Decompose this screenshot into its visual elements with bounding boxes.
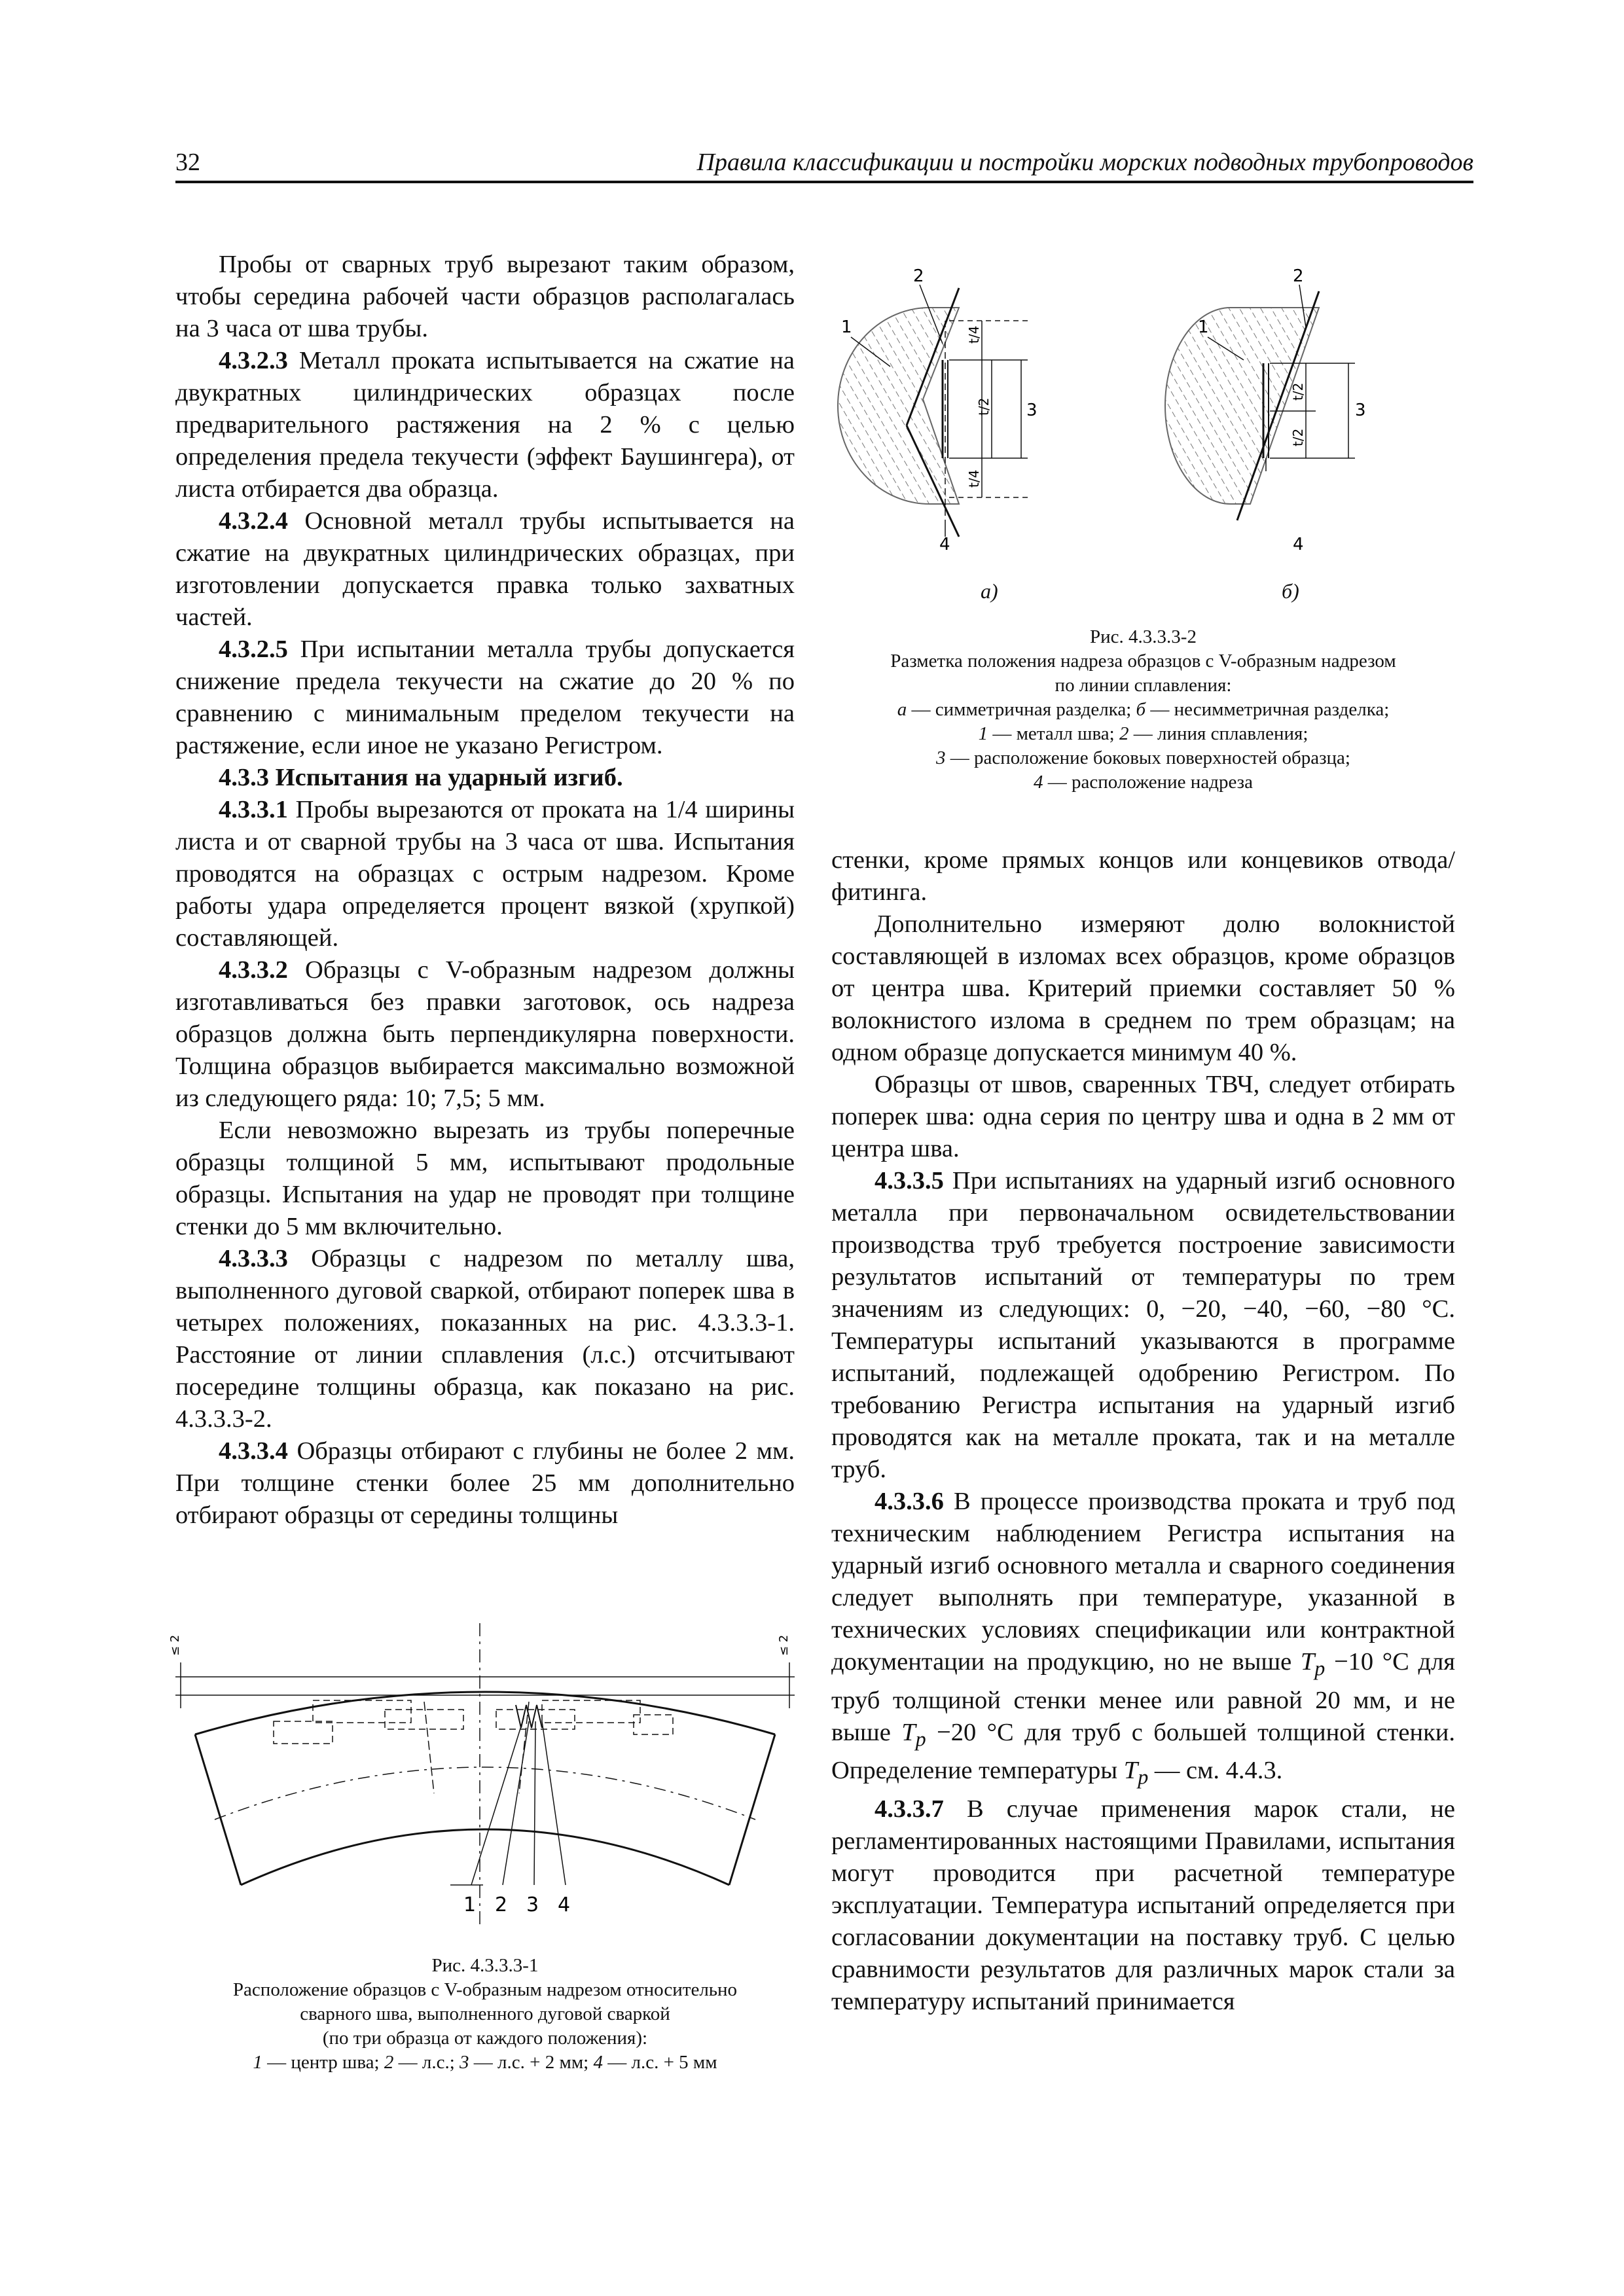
clause-number: 4.3.3.4 xyxy=(219,1437,288,1465)
legend-text: — расположение боковых поверхностей образца; xyxy=(945,747,1350,768)
paragraph-text: −10 °С для труб толщиной стенки менее или равной 20 мм, и не выше xyxy=(831,1648,1455,1746)
header-rule xyxy=(175,181,1473,183)
dim-label: t/4 xyxy=(966,469,982,488)
figure-1-drawing xyxy=(168,1623,795,1944)
callout-1: 1 xyxy=(463,1893,477,1916)
temperature-symbol: T xyxy=(901,1718,916,1746)
paragraph-text: −20 °С для труб с большей толщиной стенки. Определение температуры xyxy=(831,1718,1456,1785)
section-heading: 4.3.3 Испытания на ударный изгиб. xyxy=(219,764,623,791)
figure-title: Рис. 4.3.3.3-2 xyxy=(1090,626,1197,647)
paragraph xyxy=(831,1793,1455,2018)
sublabel-a: а) xyxy=(981,579,998,603)
paragraph-text: Металл проката испытывается на сжатие на двукратных цилиндрических образцах после предварительного растяжения на 2 % с целью определения предела текучести (эффект Баушингера), от листа отбирается два образца. xyxy=(175,347,795,503)
caption-line: (по три образца от каждого положения): xyxy=(322,2028,648,2049)
caption-line: Разметка положения надреза образцов с V-образным надрезом xyxy=(890,651,1396,672)
leader-line xyxy=(503,1721,529,1885)
callout-1: 1 xyxy=(841,317,852,337)
legend-text: — л.с. + 5 мм xyxy=(602,2052,717,2073)
clause-number: 4.3.3.5 xyxy=(875,1167,944,1194)
leader-line xyxy=(534,1721,535,1885)
temperature-subscript: p xyxy=(1314,1656,1326,1680)
legend-key: 2 xyxy=(384,2052,394,2073)
caption-line: по линии сплавления: xyxy=(1055,675,1232,696)
paragraph xyxy=(175,634,795,762)
figure-2-drawing xyxy=(831,262,1455,628)
paragraph xyxy=(175,794,795,954)
legend-text: — л.с.; xyxy=(393,2052,460,2073)
paragraph-text: Образцы с надрезом по металлу шва, выполненного дуговой сваркой, отбирают поперек шва в четырех положениях, показанных на рис. 4.3.3.3-1. Расстояние от линии сплавления (л.с.) отсчитывают посередине толщины образца, как показано на рис. 4.3.3.3-2. xyxy=(175,1245,795,1433)
right-column xyxy=(831,844,1455,2018)
legend-key: 4 xyxy=(593,2052,603,2073)
left-column xyxy=(175,249,795,1532)
paragraph-text: Образцы с V-образным надрезом должны изготавливаться без правки заготовок, ось надреза образцов должна быть перпендикулярна поверхности. Толщина образцов выбирается максимально возможной из следующего ряда: 10; 7,5; 5 мм. xyxy=(175,956,795,1112)
callout-1: 1 xyxy=(1198,317,1209,337)
figure-fusion-line-notch xyxy=(831,262,1455,831)
figure-specimen-positions xyxy=(168,1623,795,2081)
legend-key: а xyxy=(897,699,907,720)
leader-line xyxy=(542,1721,566,1885)
dim-label: t/4 xyxy=(966,325,982,344)
caption-line: сварного шва, выполненного дуговой сваркой xyxy=(300,2003,670,2024)
specimen-outline xyxy=(634,1715,673,1734)
legend-text: — металл шва; xyxy=(988,723,1119,744)
paragraph-text: В случае применения марок стали, не регламентированных настоящими Правилами, испытания могут проводится при расчетной температуре эксплуатации. Температура испытаний определяется при согласовании документации на поставку труб. С целью сравнимости результатов для различных марок стали за температуру испытаний принимается xyxy=(831,1795,1455,2016)
inner-surface xyxy=(241,1829,729,1885)
temperature-subscript: p xyxy=(1138,1765,1149,1789)
weld-metal-hatch xyxy=(1165,308,1319,504)
temperature-symbol: T xyxy=(1300,1648,1315,1676)
caption-legend xyxy=(831,746,1455,770)
callout-2: 2 xyxy=(1293,266,1304,286)
paragraph-text: В процессе производства проката и труб под техническим наблюдением Регистра испытания на ударный изгиб основного металла и сварного соединения следует выполнять при температуре, указанной в технических условиях спецификации или контрактной документации на продукцию, но не выше xyxy=(831,1488,1455,1676)
paragraph-text: Образцы отбирают с глубины не более 2 мм. При толщине стенки более 25 мм дополнительно отбирают образцы от середины толщины xyxy=(175,1437,795,1529)
legend-key: 3 xyxy=(936,747,946,768)
drawing-b-asymmetric-groove xyxy=(1165,266,1366,554)
page-header xyxy=(175,145,1473,181)
caption-legend xyxy=(175,2051,795,2075)
callout-2: 2 xyxy=(913,266,924,286)
paragraph-text: — см. 4.4.3. xyxy=(1148,1757,1283,1785)
notch-marks xyxy=(516,1705,542,1728)
legend-text: — л.с. + 2 мм; xyxy=(469,2052,594,2073)
caption-line: Расположение образцов с V-образным надрезом относительно xyxy=(232,1979,738,2000)
paragraph: Пробы от сварных труб вырезают таким образом, чтобы середина рабочей части образцов располагалась на 3 часа от шва трубы. xyxy=(175,251,795,342)
mid-thickness-line xyxy=(215,1767,755,1820)
caption-legend xyxy=(831,770,1455,795)
dim-label: ≤ 2 xyxy=(168,1634,182,1656)
paragraph-text: При испытании металла трубы допускается снижение предела текучести на сжатие до 20 % по сравнению с минимальным пределом текучести на растяжение, если иное не указано Регистром. xyxy=(175,636,795,759)
clause-number: 4.3.3.2 xyxy=(219,956,288,984)
paragraph xyxy=(175,1243,795,1435)
paragraph-text: При испытаниях на ударный изгиб основного металла при первоначальном освидетельствовании производства труб требуется построение зависимости результатов испытаний от температуры по трем значениям из следующих: 0, −20, −40, −60, −80 °С. Температуры испытаний указываются в программе испытаний, подлежащей одобрению Регистром. По требованию Регистра испытания на ударный изгиб проводятся как на металле проката, так и на металле труб. xyxy=(831,1167,1455,1483)
legend-key: 1 xyxy=(978,723,988,744)
paragraph: Дополнительно измеряют долю волокнистой составляющей в изломах всех образцов, кроме образцов от центра шва. Критерий приемки составляет 50 % волокнистого излома в среднем по трем образцам; на одном образце допускается минимум 40 %. xyxy=(831,910,1455,1066)
caption-legend xyxy=(831,722,1455,746)
temperature-symbol: T xyxy=(1123,1757,1138,1785)
paragraph-text: Основной металл трубы испытывается на сжатие на двукратных цилиндрических образцах, при изготовлении допускается правка только захватных частей. xyxy=(175,507,795,631)
legend-key: 2 xyxy=(1119,723,1129,744)
specimen-outline xyxy=(274,1721,333,1744)
legend-key: б xyxy=(1136,699,1146,720)
paragraph xyxy=(175,1435,795,1532)
dim-label: t/2 xyxy=(976,397,992,416)
figure-title: Рис. 4.3.3.3-1 xyxy=(431,1955,539,1976)
section-end xyxy=(195,1734,241,1885)
paragraph xyxy=(831,1486,1455,1793)
legend-text: — центр шва; xyxy=(262,2052,384,2073)
dim-label: t/2 xyxy=(1290,428,1306,446)
callout-4: 4 xyxy=(1293,535,1304,554)
sublabel-b: б) xyxy=(1282,579,1299,603)
clause-number: 4.3.3.7 xyxy=(875,1795,944,1823)
clause-number: 4.3.2.3 xyxy=(219,347,288,374)
figure-1-caption xyxy=(175,1954,795,2075)
clause-number: 4.3.2.5 xyxy=(219,636,288,663)
paragraph xyxy=(175,505,795,634)
legend-key: 4 xyxy=(1033,772,1043,793)
dim-label: t/2 xyxy=(1290,382,1306,401)
paragraph xyxy=(175,345,795,505)
paragraph xyxy=(831,1165,1455,1486)
clause-number: 4.3.3.3 xyxy=(219,1245,288,1272)
specimen-outline xyxy=(385,1710,463,1729)
specimen-outline xyxy=(542,1700,640,1723)
callout-2: 2 xyxy=(495,1893,508,1916)
figure-2-caption xyxy=(831,625,1455,795)
clause-number: 4.3.2.4 xyxy=(219,507,288,535)
page-number: 32 xyxy=(175,149,200,176)
caption-legend xyxy=(831,698,1455,722)
temperature-subscript: p xyxy=(915,1727,926,1751)
pipe-wall-section xyxy=(168,1623,795,1924)
callout-3: 3 xyxy=(1355,401,1366,420)
weld-groove-outline xyxy=(424,1702,529,1793)
paragraph-text: Пробы вырезаются от проката на 1/4 ширины листа и от сварной трубы на 3 часа от шва. Испытания проводятся на образцах с острым надрезом. Кроме работы удара определяется процент вязкой (хрупкой) составляющей. xyxy=(175,796,795,952)
legend-key: 3 xyxy=(460,2052,469,2073)
paragraph: Если невозможно вырезать из трубы поперечные образцы толщиной 5 мм, испытывают продольные образцы. Испытания на удар не проводят при толщине стенки до 5 мм включительно. xyxy=(175,1117,795,1240)
paragraph: стенки, кроме прямых концов или концевиков отвода/фитинга. xyxy=(831,846,1455,906)
section-end xyxy=(729,1734,775,1885)
legend-text: — линия сплавления; xyxy=(1128,723,1308,744)
callout-3: 3 xyxy=(526,1893,539,1916)
drawing-a-symmetric-groove xyxy=(838,266,1038,554)
running-title: Правила классификации и постройки морских подводных трубопроводов xyxy=(696,149,1473,176)
paragraph: Образцы от швов, сваренных ТВЧ, следует отбирать поперек шва: одна серия по центру шва и одна в 2 мм от центра шва. xyxy=(831,1071,1455,1162)
legend-text: — несимметричная разделка; xyxy=(1146,699,1390,720)
legend-text: — симметричная разделка; xyxy=(907,699,1136,720)
clause-number: 4.3.3.6 xyxy=(875,1488,944,1515)
legend-key: 1 xyxy=(253,2052,262,2073)
callout-4: 4 xyxy=(939,535,950,554)
paragraph xyxy=(175,954,795,1115)
callout-4: 4 xyxy=(558,1893,571,1916)
legend-text: — расположение надреза xyxy=(1043,772,1253,793)
callout-3: 3 xyxy=(1026,401,1038,420)
outer-surface xyxy=(195,1692,775,1734)
clause-number: 4.3.3.1 xyxy=(219,796,288,823)
dim-label: ≤ 2 xyxy=(777,1634,791,1656)
